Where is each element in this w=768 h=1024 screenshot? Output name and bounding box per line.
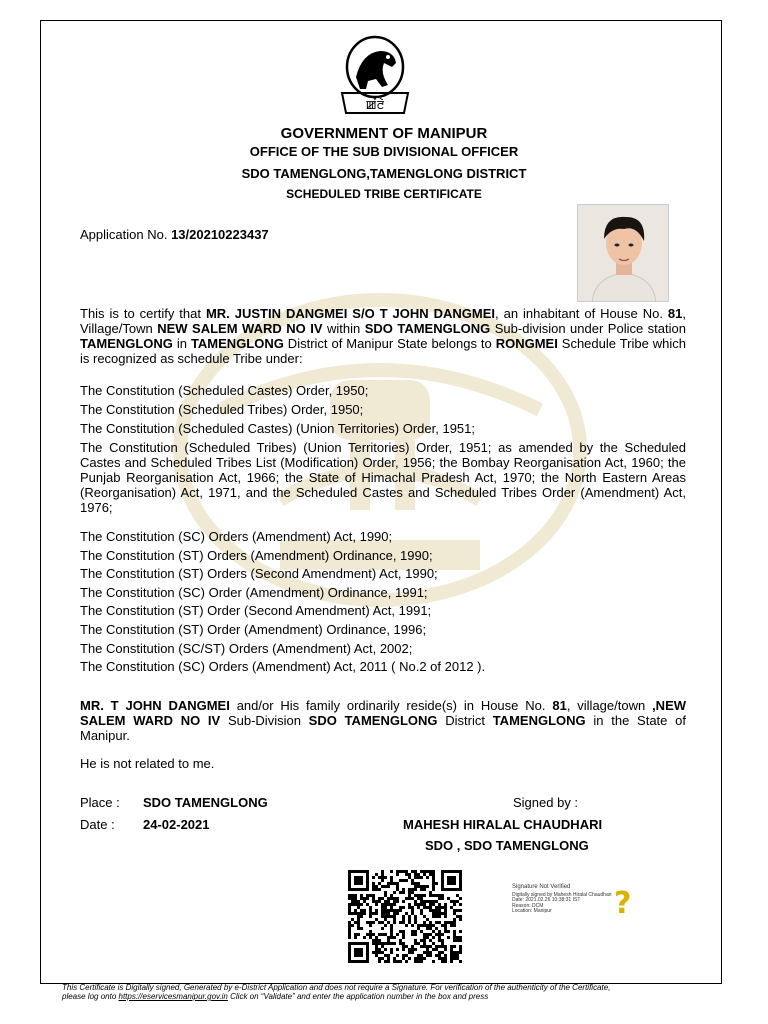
- application-number: [80, 227, 269, 242]
- date-label: Date :: [80, 817, 115, 832]
- residence-house-number: 81: [552, 698, 567, 713]
- district-title: SDO TAMENGLONG,TAMENGLONG DISTRICT: [241, 166, 527, 181]
- orders-list-1: [80, 383, 686, 519]
- certify-text: in: [172, 336, 191, 351]
- residence-village: ,NEW SALEM WARD NO IV: [80, 698, 687, 728]
- signature-signer: Digitally signed by Mahesh Hiralal Chaudhari: [512, 891, 612, 898]
- government-title: GOVERNMENT OF MANIPUR: [280, 125, 488, 142]
- footer-line-1: This Certificate is Digitally signed, Generated by e-District Application and does not require a Signature. For verification of the authenticity of the Certificate,: [62, 983, 611, 992]
- application-label: Application No.: [80, 227, 172, 242]
- place-value: SDO TAMENGLONG: [143, 795, 268, 810]
- residence-text: in the State of Manipur.: [80, 713, 686, 743]
- order-item: The Constitution (ST) Orders (Second Amendment) Act, 1990;: [80, 566, 438, 582]
- footer-note: [62, 983, 702, 1001]
- certify-text: , an inhabitant of House No.: [495, 306, 668, 321]
- subdivision-name: SDO TAMENGLONG: [364, 321, 491, 336]
- signature-date: Date: 2021.02.26 10:38:31 IST: [512, 897, 581, 903]
- not-related-statement: He is not related to me.: [80, 756, 215, 771]
- residence-text: Sub-Division: [220, 713, 309, 728]
- place-label: Place :: [80, 795, 120, 810]
- order-item: The Constitution (Scheduled Castes) (Union Territories) Order, 1951;: [80, 421, 476, 436]
- signature-unverified-icon: ?: [614, 886, 632, 921]
- certify-text: within: [322, 321, 365, 336]
- footer-text: please log onto: [62, 992, 119, 1001]
- order-item: The Constitution (ST) Order (Second Amendment) Act, 1991;: [80, 603, 432, 619]
- district-name: TAMENGLONG: [190, 336, 284, 351]
- residence-district: TAMENGLONG: [492, 713, 586, 728]
- emblem-motto: ꯀꯪꯂꯥ: [365, 98, 385, 112]
- footer-text: Click on “Validate” and enter the application number in the box and press: [227, 992, 489, 1001]
- residence-text: , village/town: [566, 698, 653, 713]
- signatory-name: MAHESH HIRALAL CHAUDHARI: [403, 817, 603, 832]
- residence-paragraph: [80, 698, 686, 743]
- house-number: 81: [667, 306, 683, 321]
- order-item: The Constitution (SC) Order (Amendment) Ordinance, 1991;: [80, 584, 428, 600]
- date-value: 24-02-2021: [143, 817, 210, 832]
- police-station-name: TAMENGLONG: [80, 336, 173, 351]
- signature-status: Signature Not Verified: [512, 884, 571, 890]
- order-item: The Constitution (Scheduled Tribes) Order, 1950;: [80, 402, 364, 417]
- orders-list-2: [80, 529, 686, 678]
- manipur-emblem-icon: [332, 33, 418, 119]
- application-number-value: 13/20210223437: [171, 227, 269, 242]
- certify-text: , Village/Town: [80, 306, 686, 336]
- qr-code-icon[interactable]: [348, 870, 462, 964]
- residence-subdivision: SDO TAMENGLONG: [308, 713, 438, 728]
- certify-paragraph: [80, 306, 686, 366]
- order-item: The Constitution (Scheduled Tribes) (Union Territories) Order, 1951; as amended by the Scheduled Castes and Scheduled Tribes List (Modification) Order, 1956; the Bombay Reorganisation Act, 1960; the Punjab Reorganisation Act, 1966; the State of Himachal Pradesh Act, 1970; the North Eastern Areas (Reorganisation) Act, 1971, and the Scheduled Castes and Scheduled Tribes Order (Amendment) Act, 1976;: [80, 440, 686, 515]
- tribe-name: RONGMEI: [495, 336, 558, 351]
- person-photo-icon: [578, 205, 669, 302]
- order-item: The Constitution (ST) Order (Amendment) Ordinance, 1996;: [80, 621, 427, 637]
- holder-name: MR. JUSTIN DANGMEI S/O T JOHN DANGMEI: [205, 306, 496, 321]
- father-name: MR. T JOHN DANGMEI: [80, 698, 230, 713]
- order-item: The Constitution (SC/ST) Orders (Amendment) Act, 2002;: [80, 640, 413, 656]
- residence-text: District: [437, 713, 493, 728]
- order-item: The Constitution (ST) Orders (Amendment) Ordinance, 1990;: [80, 547, 433, 563]
- office-title: OFFICE OF THE SUB DIVISIONAL OFFICER: [249, 144, 519, 159]
- verification-link[interactable]: https://eservicesmanipur.gov.in: [118, 992, 228, 1001]
- order-item: The Constitution (SC) Orders (Amendment) Act, 1990;: [80, 529, 393, 544]
- certify-text: Schedule Tribe which is recognized as schedule Tribe under:: [80, 336, 687, 366]
- certify-text: This is to certify that: [80, 306, 206, 321]
- applicant-photo: [577, 204, 669, 302]
- signature-location: Location: Manipur: [512, 908, 552, 914]
- order-item: The Constitution (Scheduled Castes) Order, 1950;: [80, 383, 369, 398]
- signatory-designation: SDO , SDO TAMENGLONG: [425, 838, 589, 853]
- residence-text: and/or His family ordinarily reside(s) in House No.: [229, 698, 553, 713]
- footer-line-2: [62, 992, 702, 1001]
- order-item: The Constitution (SC) Orders (Amendment) Act, 2011 ( No.2 of 2012 ).: [80, 659, 486, 675]
- digital-signature-block: [512, 885, 612, 915]
- village-name: NEW SALEM WARD NO IV: [157, 321, 323, 336]
- signed-by-label: Signed by :: [513, 795, 579, 810]
- certify-text: District of Manipur State belongs to: [283, 336, 496, 351]
- certificate-title: SCHEDULED TRIBE CERTIFICATE: [286, 187, 482, 201]
- signature-reason: Reason: DCM: [512, 902, 544, 909]
- certify-text: Sub-division under Police station: [490, 321, 686, 336]
